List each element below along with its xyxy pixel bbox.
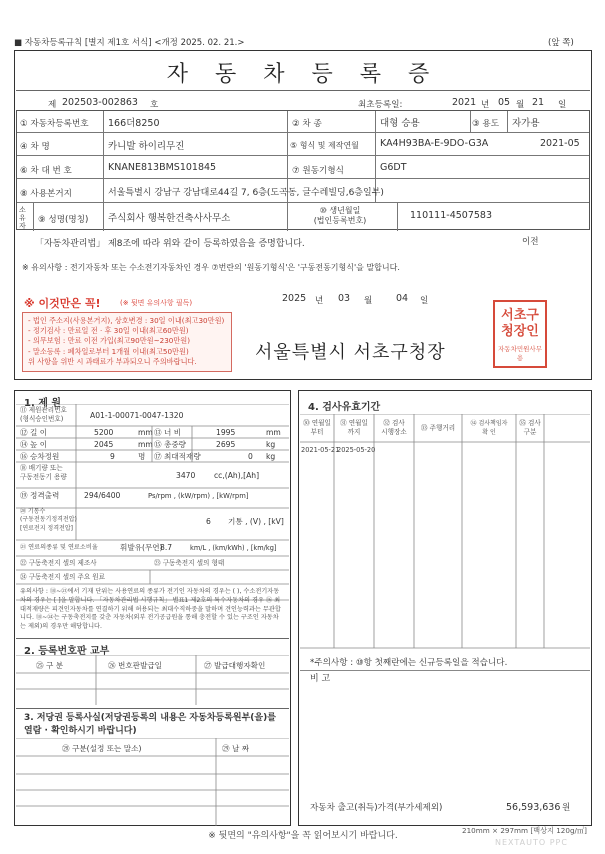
spec-battery-type-label: ㉓ 구동축전지 셀의 형태 xyxy=(154,559,225,567)
spec-power-value: 294/6400 xyxy=(84,491,121,500)
important-line: 위 사항을 위반 시 과태료가 부과되오니 주의바랍니다. xyxy=(28,356,197,366)
first-reg-year: 2021 xyxy=(452,97,477,108)
spec-power-label: ⑲ 정격출력 xyxy=(20,491,60,500)
price-value: 56,593,636 xyxy=(506,802,561,813)
remarks-label: 비 고 xyxy=(310,674,331,684)
spec-width-unit: mm xyxy=(266,428,281,437)
important-line: - 말소등록 : 폐차일로부터 1개월 이내(최고50만원) xyxy=(28,346,189,356)
spec-mgmt-value: A01-1-00071-0047-1320 xyxy=(90,411,184,420)
insp-caution: *주의사항 : ⑩항 첫째란에는 신규등록일을 적습니다. xyxy=(310,658,508,668)
first-reg-label: 최초등록일: xyxy=(358,100,403,110)
spec-height-unit: mm xyxy=(138,440,153,449)
watermark-text: NEXTAUTO PPC xyxy=(495,838,568,847)
field-birth-label: ⑩ 생년월일 (법인등록번호) xyxy=(313,206,367,225)
spec-cylinders-label: ⑳ 기통수 (구동전동기정격전압) [연료전지 정격전압] xyxy=(20,508,77,532)
spec-width-value: 1995 xyxy=(216,428,236,437)
field-vin-value: KNANE813BMS101845 xyxy=(108,162,217,173)
insp-col-place: ㉜ 검사 시행장소 xyxy=(381,419,407,437)
spec-weight-value: 2695 xyxy=(216,440,236,449)
price-unit: 원 xyxy=(562,803,571,813)
issue-year-unit: 년 xyxy=(315,296,324,306)
proof-statement: 「자동차관리법」 제8조에 따라 위와 같이 등록하였음을 증명합니다. xyxy=(35,239,305,249)
spec-payload-label: ⑰ 최대적재량 xyxy=(154,452,201,461)
spec-length-label: ⑫ 길 이 xyxy=(20,428,48,437)
month-unit: 월 xyxy=(516,100,525,110)
spec-height-label: ⑭ 높 이 xyxy=(20,440,48,449)
issue-month-unit: 월 xyxy=(364,296,373,306)
insp-row-to: 2025-05-20 xyxy=(337,446,376,454)
field-vin-label: ⑥ 차 대 번 호 xyxy=(20,166,72,176)
spec-weight-label: ⑮ 총중량 xyxy=(154,440,187,449)
field-engine-value: G6DT xyxy=(380,162,407,173)
field-owner-name-label: ⑨ 성명(명칭) xyxy=(38,215,89,225)
issue-year: 2025 xyxy=(282,293,307,304)
insp-col-to: ㉛ 연월일 까지 xyxy=(340,419,368,437)
inspection-section-title: 4. 검사유효기간 xyxy=(308,402,381,413)
form-rule: ■ 자동차등록규칙 [별지 제1호 서식] <개정 2025. 02. 21.> xyxy=(14,38,245,48)
field-address-label: ⑧ 사용본거지 xyxy=(20,189,72,199)
field-model-date: 2021-05 xyxy=(540,138,580,149)
field-reg-number-label: ① 자동차등록번호 xyxy=(20,119,89,129)
field-car-name-value: 카니발 하이리무진 xyxy=(108,141,185,152)
spec-battery-material-label: ㉔ 구동축전지 셀의 주요 원료 xyxy=(20,573,106,581)
spec-seats-unit: 명 xyxy=(138,452,146,461)
year-unit: 년 xyxy=(481,100,490,110)
plate-col-type: ㉕ 구 분 xyxy=(36,661,64,670)
spec-displacement-unit: cc,(Ah),[Ah] xyxy=(214,471,260,480)
document-title: 자 동 차 등 록 증 xyxy=(166,62,440,87)
mortgage-section-title: 3. 저당권 등록사실(저당권등록의 내용은 자동차등록원부(을)를 열람 · 확인하시기 바랍니다) xyxy=(24,713,276,736)
insp-col-mileage: ㉝ 주행거리 xyxy=(420,424,456,432)
important-title: ※ 이것만은 꼭! xyxy=(24,297,101,310)
title-divider xyxy=(16,90,590,91)
spec-payload-value: 0 xyxy=(248,452,253,461)
plate-col-issue-date: ㉖ 번호판발급일 xyxy=(108,661,163,670)
caution-note: ※ 유의사항 : 전기자동차 또는 수소전기자동차인 경우 ⑦번란의 '원동기형식'은 '구동전동기형식'을 말합니다. xyxy=(22,263,400,272)
insp-col-inspector: ㉞ 검사책임자 확 인 xyxy=(470,420,508,437)
transfer-label: 이전 xyxy=(522,237,539,247)
mortgage-col-date: ㉙ 날 짜 xyxy=(222,744,250,753)
field-usage-label: ③ 용도 xyxy=(472,119,500,129)
spec-length-unit: mm xyxy=(138,428,153,437)
spec-payload-unit: kg xyxy=(266,452,276,461)
footer-note: ※ 뒷면의 "유의사항"을 꼭 읽어보시기 바랍니다. xyxy=(208,831,398,841)
field-car-name-label: ④ 차 명 xyxy=(20,142,50,152)
spec-note: 유의사항 : ⑱~㉑에서 기재 단위는 사용연료의 종류가 전기인 자동차의 경우는 ( ), 수소전기자동차의 경우는 [ ]을 말합니다. 「자동차관리법 시행규칙」 별표1 제2호의 특수자동차의 경우 ⑯ 최대적재량은 피견인자동차를 연결하기 위해 허용되는 최대수직하중을 말하며 견인능력과는 무관합니다. ⑱~㉔는 구동축전지를 갖춘 자동차(외부 전기공급원을 통해 충전할 수 있는 구조인 자동차는 제외)의 경우만 해당합니다. xyxy=(20,588,281,631)
spec-fuel-value: 8.7 xyxy=(160,543,173,552)
field-model-label: ⑤ 형식 및 제작연월 xyxy=(290,141,359,150)
field-vehicle-class-label: ② 차 종 xyxy=(292,119,322,129)
field-address-value: 서울특별시 강남구 강남대로44길 7, 6층(도곡동, 글수레빌딩,6층일부) xyxy=(108,188,384,198)
first-reg-day: 21 xyxy=(532,97,545,108)
insp-col-from: ㉚ 연월일 부터 xyxy=(303,419,331,437)
issuing-office: 서울특별시 서초구청장 xyxy=(255,342,446,363)
reg-no-label: 제 xyxy=(48,100,57,110)
official-seal xyxy=(493,300,547,368)
mortgage-col-type: ㉘ 구분(설정 또는 말소) xyxy=(62,744,142,753)
issue-day-unit: 일 xyxy=(420,296,429,306)
insp-row-from: 2021-05-21 xyxy=(301,446,340,454)
field-reg-number-value: 166더8250 xyxy=(108,118,160,129)
field-vehicle-class-value: 대형 승용 xyxy=(380,118,420,129)
spec-battery-maker-label: ㉒ 구동축전지 셀의 제조사 xyxy=(20,559,97,567)
plate-section-title: 2. 등록번호판 교부 xyxy=(24,646,110,657)
spec-cylinders-value: 6 xyxy=(206,517,211,526)
paper-spec: 210mm × 297mm [백상지 120g/㎡] xyxy=(462,826,587,835)
seal-line: 서초구 xyxy=(501,308,539,323)
spec-seats-value: 9 xyxy=(110,452,115,461)
spec-mgmt-label: ⑪ 제원관리번호 (형식승인번호) xyxy=(20,406,67,423)
spec-fuel-type: 휘발유(무연) xyxy=(120,543,163,552)
spec-fuel-unit: km/L , (km/kWh) , [km/kg] xyxy=(190,544,277,552)
reg-no-suffix: 호 xyxy=(150,100,159,110)
price-label: 자동차 출고(취득)가격(부가세제외) xyxy=(310,803,443,813)
issue-month: 03 xyxy=(338,293,351,304)
spec-displacement-value: 3470 xyxy=(176,471,196,480)
issue-day: 04 xyxy=(396,293,409,304)
field-owner-name-value: 주식회사 행복한건축사사무소 xyxy=(108,213,231,224)
spec-power-unit: Ps/rpm , (kW/rpm) , [kW/rpm] xyxy=(148,492,249,500)
spec-length-value: 5200 xyxy=(94,428,114,437)
spec-section-title: 1. 제 원 xyxy=(24,398,62,409)
field-model-value: KA4H93BA-E-9DO-G3A xyxy=(380,138,489,149)
insp-col-kind: ㉟ 검사 구분 xyxy=(519,419,541,437)
day-unit: 일 xyxy=(558,100,567,110)
important-line: - 의무보험 : 만료 이전 가입(최고90만원~230만원) xyxy=(28,336,191,346)
divider xyxy=(16,638,289,639)
divider xyxy=(16,708,289,709)
important-line: - 법인 주소지(사용본거지), 상호변경 : 30일 이내(최고30만원) xyxy=(28,316,225,325)
spec-seats-label: ⑯ 승차정원 xyxy=(20,452,60,461)
seal-line: 청장인 xyxy=(501,324,539,339)
important-line: - 정기검사 : 만료일 전 · 후 30일 이내(최고60만원) xyxy=(28,326,189,336)
spec-width-label: ⑬ 너 비 xyxy=(154,428,182,437)
spec-height-value: 2045 xyxy=(94,440,114,449)
spec-weight-unit: kg xyxy=(266,440,276,449)
important-lines xyxy=(28,316,224,367)
plate-col-agent: ㉗ 발급대행자확인 xyxy=(204,661,266,670)
spec-fuel-label: ㉑ 연료의종류 및 연료소비율 xyxy=(20,544,98,551)
divider xyxy=(300,670,590,671)
spec-displacement-label: ⑱ 배기량 또는 구동전동기 용량 xyxy=(20,464,67,481)
field-usage-value: 자가용 xyxy=(512,118,540,129)
field-engine-label: ⑦ 원동기형식 xyxy=(292,166,344,176)
first-reg-month: 05 xyxy=(498,97,511,108)
important-subtitle: (※ 뒷면 유의사항 필독) xyxy=(120,299,193,307)
page-side: (앞 쪽) xyxy=(548,38,574,48)
spec-cylinders-unit: 기통 , (V) , [kV] xyxy=(228,517,284,526)
reg-no-value: 202503-002863 xyxy=(62,97,138,108)
owner-label: 소유자 xyxy=(19,206,26,230)
seal-line: 자동차민원사무용 xyxy=(498,345,542,362)
field-birth-value: 110111-4507583 xyxy=(410,210,493,221)
